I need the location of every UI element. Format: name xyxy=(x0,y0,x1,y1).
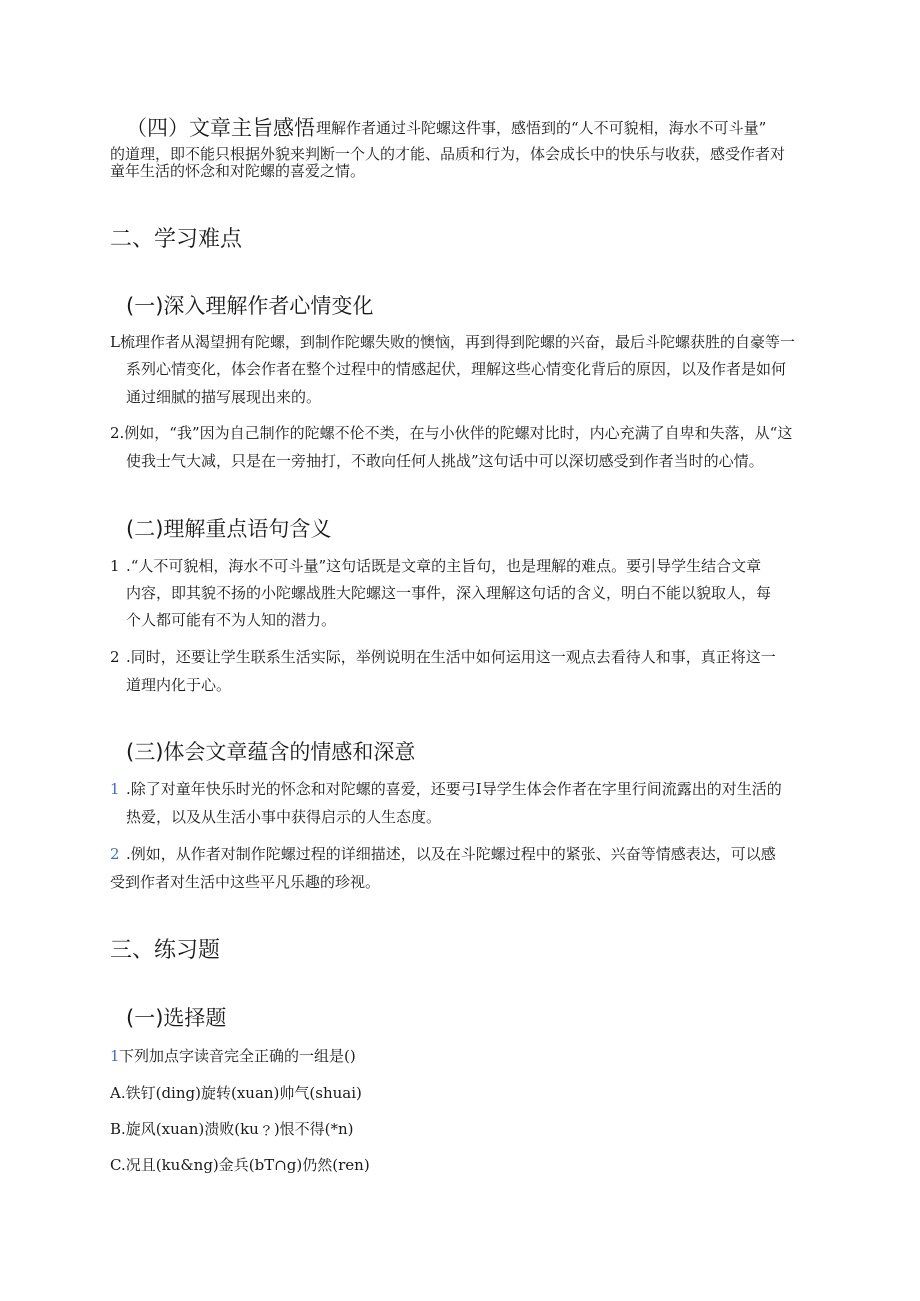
sub-two-item-1-number: 1 xyxy=(110,557,120,575)
sub-one-item-1-line-1: L梳理作者从渴望拥有陀螺，到制作陀螺失败的懊恼，再到得到陀螺的兴奋，最后斗陀螺获胜的自豪等一 xyxy=(110,333,795,351)
sub-three-title: (三)体会文章蕴含的情感和深意 xyxy=(126,740,416,764)
choice-questions-title: (一)选择题 xyxy=(126,1006,227,1030)
sub-two-item-1-line-3: 个人都可能有不为人知的潜力。 xyxy=(126,611,337,629)
section-four-line-1: 理解作者通过斗陀螺这件事，感悟到的“人不可貌相，海水不可斗量” xyxy=(316,119,767,137)
question-1-number: 1 xyxy=(110,1047,120,1065)
option-c: C.况且(ku&ng)金兵(bT∩g)仍然(ren) xyxy=(110,1156,370,1174)
sub-three-item-2-line-1: .例如，从作者对制作陀螺过程的详细描述，以及在斗陀螺过程中的紧张、兴奋等情感表达，可以感 xyxy=(126,845,776,863)
section-four-line-3: 童年生活的怀念和对陀螺的喜爱之情。 xyxy=(110,162,366,180)
sub-two-title: (二)理解重点语句含义 xyxy=(126,517,332,541)
sub-three-item-2-line-2: 受到作者对生活中这些平凡乐趣的珍视。 xyxy=(110,873,381,891)
sub-two-item-2-line-2: 道理内化于心。 xyxy=(126,676,232,694)
sub-three-item-1-number: 1 xyxy=(110,780,120,798)
sub-one-item-1-line-3: 通过细腻的描写展现出来的。 xyxy=(126,388,322,406)
sub-three-item-1-line-1: .除了对童年快乐时光的怀念和对陀螺的喜爱，还要弓I导学生体会作者在字里行间流露出的对生活的 xyxy=(126,780,782,798)
sub-three-item-1-line-2: 热爱，以及从生活小事中获得启示的人生态度。 xyxy=(126,808,442,826)
sub-two-item-1-line-2: 内容，即其貌不扬的小陀螺战胜大陀螺这一事件，深入理解这句话的含义，明白不能以貌取人，每 xyxy=(126,584,772,602)
sub-one-title: (一)深入理解作者心情变化 xyxy=(126,294,374,318)
question-1-text: 下列加点字读音完全正确的一组是() xyxy=(119,1047,356,1065)
sub-two-item-1-line-1: .“人不可貌相，海水不可斗量”这句话既是文章的主旨句，也是理解的难点。要引导学生结合文章 xyxy=(126,557,762,575)
sub-one-item-1-line-2: 系列心情变化，体会作者在整个过程中的情感起伏，理解这些心情变化背后的原因，以及作者是如何 xyxy=(126,360,787,378)
option-a: A.铁钉(ding)旋转(xuan)帅气(shuai) xyxy=(110,1084,362,1102)
part-three-title: 三、练习题 xyxy=(110,938,221,963)
option-b: B.旋风(xuan)溃败(ku﹖)恨不得(*n) xyxy=(110,1120,354,1138)
section-four-heading: （四）文章主旨感悟 xyxy=(126,116,315,140)
part-two-title: 二、学习难点 xyxy=(110,227,243,252)
sub-two-item-2-line-1: .同时，还要让学生联系生活实际，举例说明在生活中如何运用这一观点去看待人和事，真正将这一 xyxy=(126,648,776,666)
sub-three-item-2-number: 2 xyxy=(110,845,120,863)
sub-one-item-2-line-1: 2.例如，“我”因为自己制作的陀螺不伦不类，在与小伙伴的陀螺对比时，内心充满了自卑和失落，从“这 xyxy=(110,424,793,442)
sub-two-item-2-number: 2 xyxy=(110,648,120,666)
sub-one-item-2-line-2: 使我士气大减，只是在一旁抽打，不敢向任何人挑战”这句话中可以深切感受到作者当时的心情。 xyxy=(126,452,764,470)
section-four-line-2: 的道理，即不能只根据外貌来判断一个人的才能、品质和行为，体会成长中的快乐与收获，感受作者对 xyxy=(110,145,786,163)
